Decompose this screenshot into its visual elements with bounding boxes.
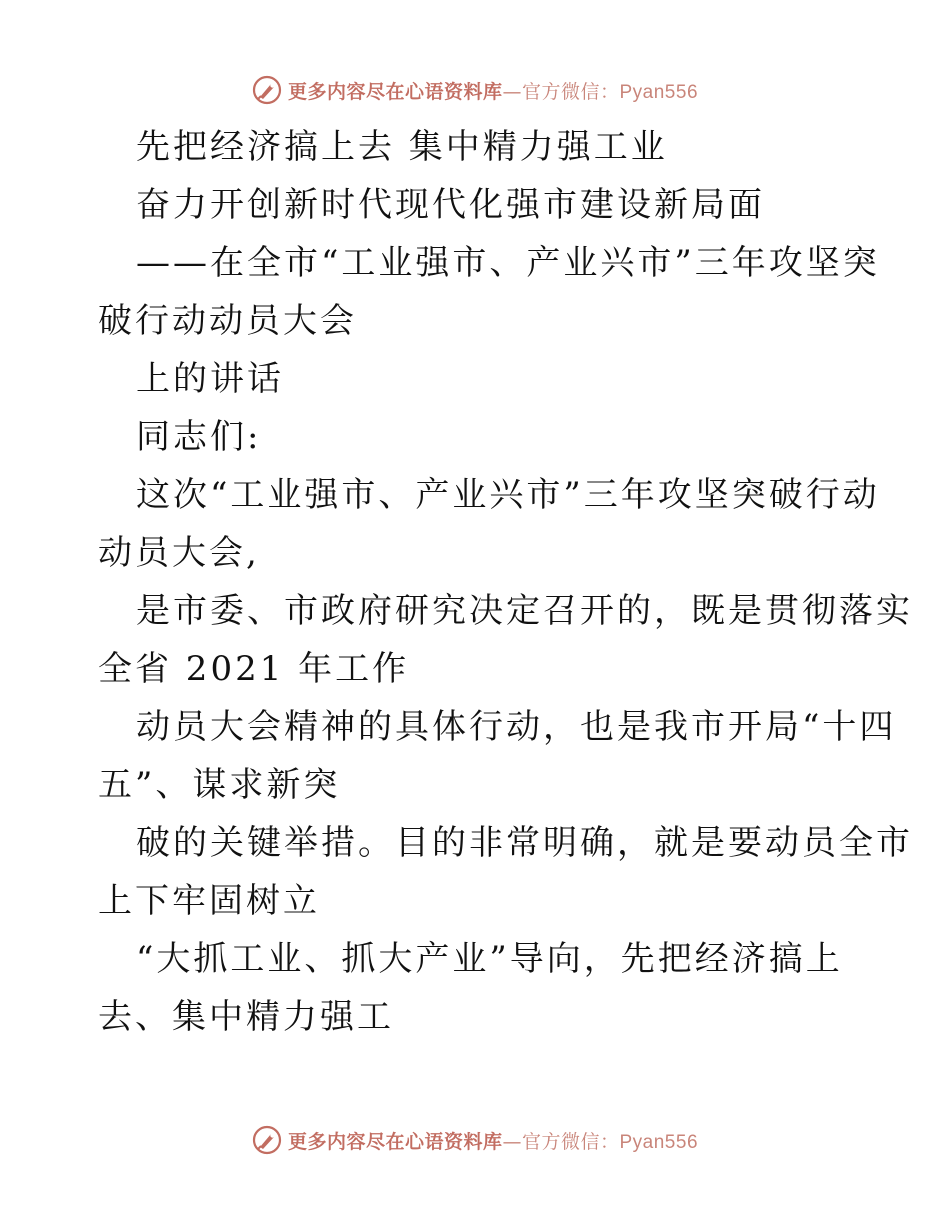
title-line-2: 奋力开创新时代现代化强市建设新局面: [136, 185, 765, 225]
pen-nib-logo-icon: [252, 75, 282, 105]
document-body: [98, 118, 913, 1046]
watermark-dash: —: [502, 80, 522, 103]
subtitle-line-1: ——在全市“工业强市、产业兴市”三年攻坚突: [136, 243, 880, 283]
paragraph-line: 这次“工业强市、产业兴市”三年攻坚突破行动: [136, 475, 880, 515]
paragraph-line: “大抓工业、抓大产业”导向，先把经济搞上: [136, 939, 843, 979]
salutation: 同志们:: [136, 417, 262, 457]
paragraph-line: 去、集中精力强工: [98, 997, 394, 1037]
subtitle-line-2: 破行动动员大会: [98, 301, 357, 341]
watermark-text: [288, 1127, 698, 1154]
paragraph-line: 上下牢固树立: [98, 881, 320, 921]
paragraph-line: 破的关键举措。目的非常明确，就是要动员全市: [136, 823, 913, 863]
paragraph-line: 动员大会精神的具体行动，也是我市开局“十四: [136, 707, 897, 747]
title-line-1: 先把经济搞上去 集中精力强工业: [136, 127, 668, 167]
watermark-title: 更多内容尽在心语资料库: [287, 80, 503, 103]
subtitle-line-3: 上的讲话: [136, 359, 284, 399]
paragraph-line: 动员大会,: [98, 533, 260, 573]
pen-nib-logo-icon: [252, 1125, 282, 1155]
paragraph-line: 是市委、市政府研究决定召开的，既是贯彻落实: [136, 591, 913, 631]
paragraph-line: 全省 2021 年工作: [98, 649, 410, 689]
watermark-official-label: 官方微信：: [521, 1130, 620, 1153]
watermark-wechat-id: Pyan556: [619, 1131, 699, 1153]
header-watermark-banner: [0, 70, 950, 110]
watermark-official-label: 官方微信：: [521, 80, 620, 103]
watermark-text: [288, 77, 698, 104]
watermark-title: 更多内容尽在心语资料库: [287, 1130, 503, 1153]
watermark-wechat-id: Pyan556: [619, 81, 699, 103]
footer-watermark-banner: [0, 1120, 950, 1160]
watermark-dash: —: [502, 1130, 522, 1153]
paragraph-line: 五”、谋求新突: [98, 765, 341, 805]
